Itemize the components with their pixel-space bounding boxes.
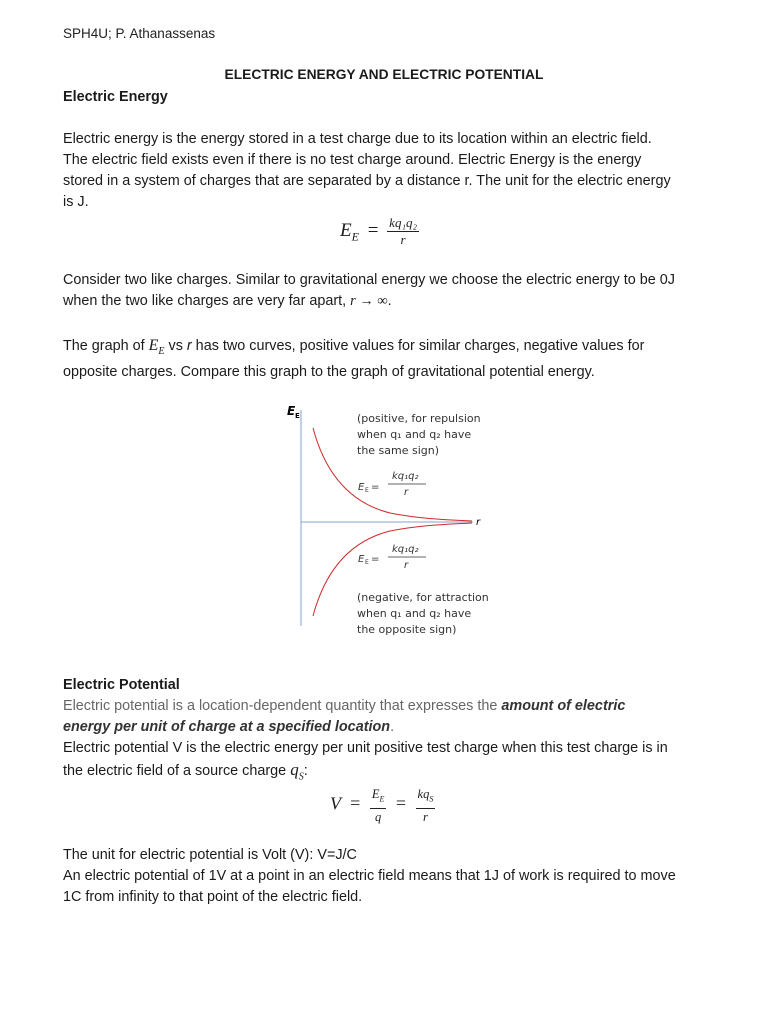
math-r-infinity: r → ∞ [350, 293, 388, 309]
eq-equals: = [367, 219, 379, 241]
upper-label-line: the same sign) [357, 444, 440, 457]
eq-e-sub: E [379, 794, 385, 804]
text-line [63, 696, 753, 717]
upper-eq-sub: E [365, 487, 369, 494]
paragraph-electric-potential [63, 696, 753, 787]
text-line: Electric energy is the energy stored in a test charge due to its location within an electric field. [63, 131, 652, 147]
text-span: when the two like charges are very far apart, [63, 293, 351, 309]
paragraph-like-charges [63, 270, 743, 312]
equation-electric-potential [330, 786, 435, 825]
eq-denominator: q [374, 809, 382, 824]
text-span: . [390, 719, 395, 735]
lower-eq-denominator: r [404, 560, 409, 571]
x-axis-label: r [476, 517, 481, 528]
paragraph-volt [63, 845, 753, 908]
math-ee [148, 337, 165, 358]
text-line: The electric field exists even if there is no test charge around. Electric Energy is the energy [63, 152, 642, 168]
upper-eq-lhs: E [358, 482, 365, 493]
eq-numerator [416, 786, 436, 809]
text-line [63, 717, 753, 738]
math-e: E [148, 337, 159, 354]
eq-equals: = [350, 793, 361, 814]
upper-eq-equals: = [371, 482, 380, 493]
eq-equals: = [395, 793, 407, 814]
paragraph-electric-energy [63, 129, 743, 213]
upper-eq-denominator: r [404, 487, 409, 498]
text-line: Electric potential V is the electric energy per unit positive test charge when this test charge is in [63, 740, 668, 756]
document-header: SPH4U; P. Athanassenas [63, 26, 216, 41]
text-line: is J. [63, 194, 89, 210]
upper-label-line: when q₁ and q₂ have [357, 428, 472, 441]
eq-numerator [370, 786, 387, 809]
emphasis-text: amount of electric [501, 698, 626, 714]
math-q: q [290, 760, 299, 779]
eq-denominator: r [400, 232, 406, 247]
eq-fraction-kq-over-r [416, 786, 436, 825]
eq-v: V [330, 793, 341, 814]
text-line [63, 759, 753, 787]
y-axis-label-sub: E [295, 412, 300, 420]
paragraph-graph-description [63, 335, 743, 383]
upper-eq-numerator: kq₁q₂ [392, 471, 419, 482]
text-line: The unit for electric potential is Volt (V): V=J/C [63, 847, 357, 863]
text-r: r [186, 338, 192, 354]
text-line: Consider two like charges. Similar to gravitational energy we choose the electric energy to be 0J [63, 272, 675, 288]
y-axis-label: E [287, 404, 296, 418]
text-line: 1C from infinity to that point of the electric field. [63, 889, 363, 905]
math-q-sub: S [298, 771, 304, 783]
eq-fraction-energy-over-charge [370, 786, 387, 825]
eq-kq-sub: S [429, 794, 434, 804]
lower-eq-sub: E [365, 559, 369, 566]
section-heading-electric-energy: Electric Energy [63, 89, 168, 105]
text-span: vs [164, 338, 187, 354]
lower-eq-lhs: E [358, 554, 365, 565]
text-span: Electric potential is a location-dependent quantity that expresses the [63, 698, 502, 714]
lower-label-line: when q₁ and q₂ have [357, 607, 472, 620]
eq-e: E [371, 787, 380, 801]
lower-eq-numerator: kq₁q₂ [392, 544, 419, 555]
text-span: : [303, 763, 308, 779]
lower-label-line: the opposite sign) [357, 623, 457, 636]
math-qs [290, 760, 304, 783]
text-line: An electric potential of 1V at a point in an electric field means that 1J of work is required to move [63, 868, 676, 884]
eq-numerator: kq₁q₂ [389, 215, 417, 230]
text-line [63, 291, 743, 312]
lower-label-line: (negative, for attraction [357, 591, 489, 604]
text-line: opposite charges. Compare this graph to the graph of gravitational potential energy. [63, 364, 595, 381]
eq-fraction [387, 215, 419, 248]
text-span: has two curves, positive values for similar charges, negative values for [191, 338, 645, 354]
eq-denominator: r [422, 809, 428, 824]
math-e-sub: E [158, 346, 165, 358]
eq-lhs-sub: E [351, 229, 359, 244]
text-span: The graph of [63, 338, 149, 354]
energy-vs-distance-graph [280, 398, 500, 638]
lower-eq-equals: = [371, 554, 380, 565]
eq-lhs: E [340, 219, 352, 241]
text-span: . [387, 293, 392, 309]
section-heading-electric-potential: Electric Potential [63, 677, 180, 693]
text-line: stored in a system of charges that are separated by a distance r. The unit for the electric energy [63, 173, 671, 189]
page-title: ELECTRIC ENERGY AND ELECTRIC POTENTIAL [224, 67, 544, 82]
eq-kq: kq [417, 787, 430, 801]
text-span: the electric field of a source charge [63, 763, 291, 779]
text-line [63, 335, 743, 362]
upper-label-line: (positive, for repulsion [357, 412, 481, 425]
emphasis-text: energy per unit of charge at a specified location [63, 719, 391, 735]
equation-electric-energy [340, 215, 419, 248]
